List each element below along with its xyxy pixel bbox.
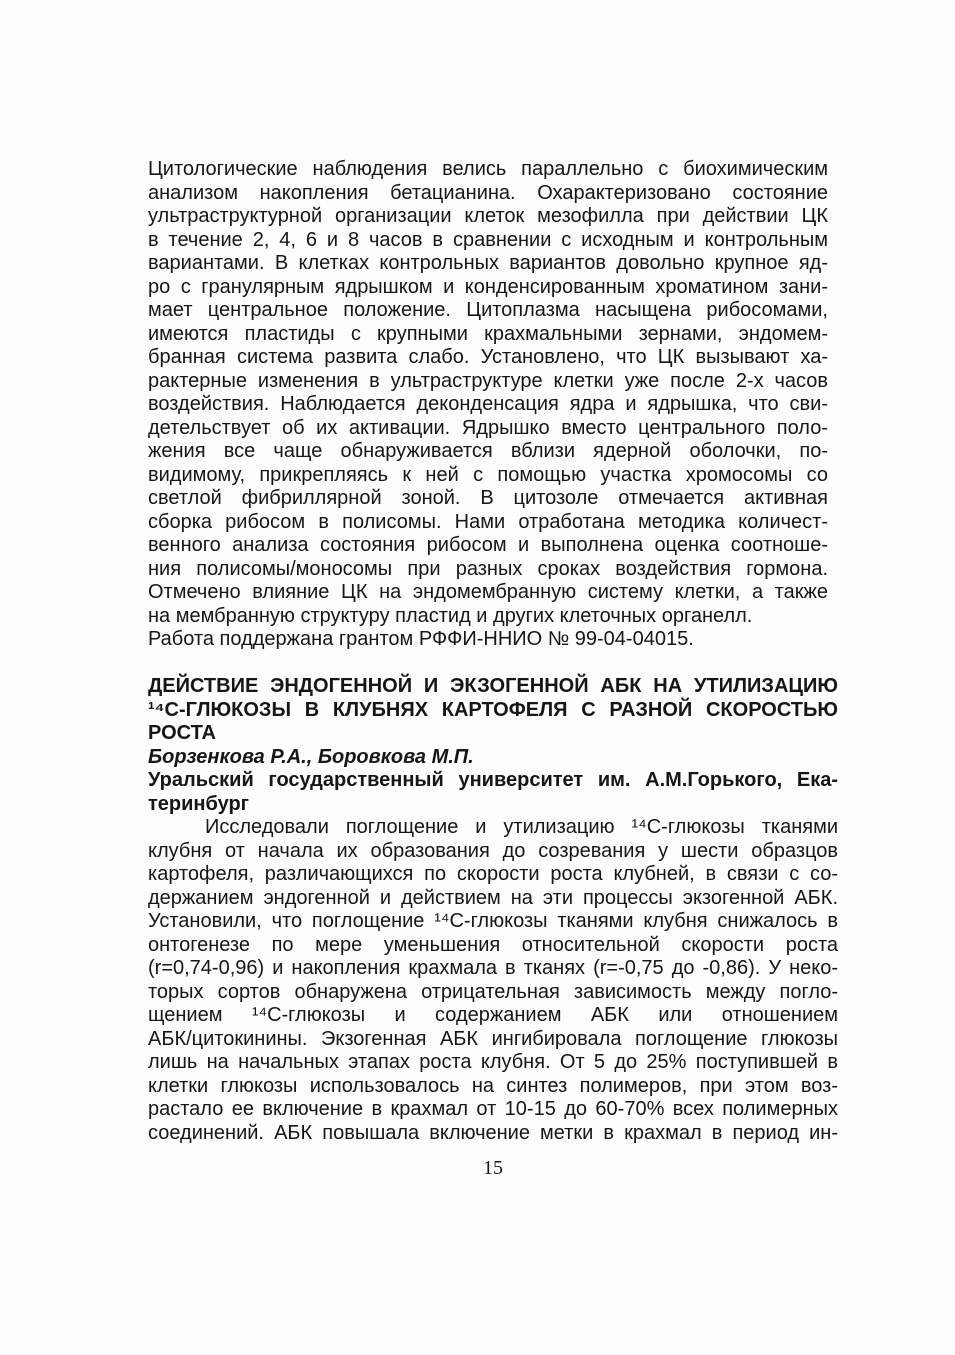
text-line: венного анализа состояния рибосом и выполнена оценка соотноше- [148,534,828,556]
abstract-line: растало ее включение в крахмал от 10-15 до 60-70% всех полимерных [148,1098,838,1120]
grant-acknowledgement: Работа поддержана грантом РФФИ-ННИО № 99-04-04015. [148,628,694,650]
abstract-line: АБК/цитокинины. Экзогенная АБК ингибировала поглощение глюкозы [148,1027,838,1050]
title-line: РОСТА [148,722,216,744]
text-line: жения все чаще обнаруживается вблизи ядерной оболочки, по- [148,440,828,462]
text-line: видимому, прикрепляясь к ней с помощью участка хромосомы со [148,463,828,486]
text-line: светлой фибриллярной зоной. В цитозоле отмечается активная [148,487,828,509]
text-line: Отмечено влияние ЦК на эндомембранную систему клетки, а также [148,581,828,603]
text-line: Цитологические наблюдения велись параллельно с биохимическим [148,158,828,180]
section-spacer [148,652,838,676]
abstract-line: клубня от начала их образования до созревания у шести образцов [148,839,838,862]
abstract-body [148,816,838,1145]
authors: Борзенкова Р.А., Боровкова М.П. [148,745,474,768]
text-line: ультраструктурной организации клеток мезофилла при действии ЦК [148,205,828,227]
abstract-line: торых сортов обнаружена отрицательная зависимость между погло- [148,980,838,1003]
text-line: ния полисомы/моносомы при разных сроках воздействия гормона. [148,557,828,580]
text-line: имеются пластиды с крупными крахмальными зернами, эндомем- [148,322,828,345]
article-title [148,675,838,746]
previous-abstract-ending [148,158,838,652]
abstract-line: Установили, что поглощение ¹⁴С-глюкозы тканями клубня снижалось в [148,910,838,932]
text-line: сборка рибосом в полисомы. Нами отработана методика количест- [148,510,828,533]
affiliation [148,769,838,816]
abstract-line: лишь на начальных этапах роста клубня. От 5 до 25% поступившей в [148,1051,838,1073]
abstract-line: онтогенезе по мере уменьшения относительной скорости роста [148,933,838,956]
text-line: бранная система развита слабо. Установлено, что ЦК вызывают ха- [148,346,828,368]
affiliation-line: Уральский государственный университет им. А.М.Горького, Ека- [148,769,838,791]
abstract-line: (r=0,74-0,96) и накопления крахмала в тканях (r=-0,75 до -0,86). У неко- [148,957,838,979]
abstract-line: держанием эндогенной и действием на эти процессы экзогенной АБК. [148,886,838,909]
text-line: детельствует об их активации. Ядрышко вместо центрального поло- [148,416,828,439]
title-line: ¹⁴С-ГЛЮКОЗЫ В КЛУБНЯХ КАРТОФЕЛЯ С РАЗНОЙ СКОРОСТЬЮ [148,698,838,721]
text-line: анализом накопления бетацианина. Охарактеризовано состояние [148,181,828,204]
article [148,675,838,1145]
text-line: в течение 2, 4, 6 и 8 часов в сравнении с исходным и контрольным [148,228,828,251]
text-column [148,158,838,1145]
abstract-line: клетки глюкозы использовалось на синтез полимеров, при этом воз- [148,1074,838,1097]
text-line: на мембранную структуру пластид и других клеточных органелл. [148,604,753,627]
text-line: мает центральное положение. Цитоплазма насыщена рибосомами, [148,299,828,321]
page-number: 15 [483,1157,503,1179]
text-line: воздействия. Наблюдается деконденсация ядра и ядрышка, что сви- [148,393,828,415]
text-line: ро с гранулярным ядрышком и конденсированным хроматином зани- [148,275,828,298]
text-line: рактерные изменения в ультраструктуре клетки уже после 2-х часов [148,369,828,392]
abstract-line: соединений. АБК повышала включение метки в крахмал в период ин- [148,1121,838,1144]
affiliation-line: теринбург [148,792,250,815]
abstract-line: Исследовали поглощение и утилизацию ¹⁴С-глюкозы тканями [205,816,838,838]
abstract-line: щением ¹⁴С-глюкозы и содержанием АБК или отношением [148,1004,838,1026]
title-line: ДЕЙСТВИЕ ЭНДОГЕННОЙ И ЭКЗОГЕННОЙ АБК НА УТИЛИЗАЦИЮ [148,675,838,697]
text-line: вариантами. В клетках контрольных вариантов довольно крупное яд- [148,252,828,274]
abstract-line: картофеля, различающихся по скорости роста клубней, в связи с со- [148,863,838,885]
